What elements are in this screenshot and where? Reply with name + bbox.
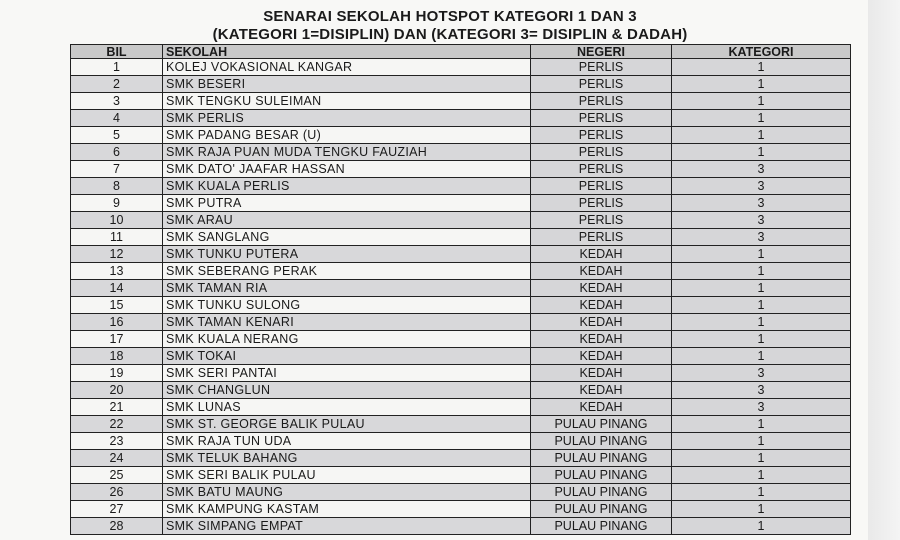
table-row (71, 314, 851, 331)
cell-bil: 22 (71, 416, 163, 433)
header-bil: BIL (71, 45, 163, 59)
cell-negeri: PERLIS (531, 127, 672, 144)
cell-negeri: PULAU PINANG (531, 467, 672, 484)
cell-negeri: KEDAH (531, 365, 672, 382)
cell-sekolah: SMK TAMAN RIA (163, 280, 531, 297)
table-body (71, 59, 851, 535)
cell-kategori: 1 (672, 110, 851, 127)
table-row (71, 229, 851, 246)
table-row (71, 59, 851, 76)
cell-negeri: KEDAH (531, 382, 672, 399)
cell-bil: 6 (71, 144, 163, 161)
cell-negeri: PULAU PINANG (531, 433, 672, 450)
table-row (71, 246, 851, 263)
cell-kategori: 1 (672, 76, 851, 93)
cell-sekolah: SMK SERI PANTAI (163, 365, 531, 382)
cell-sekolah: SMK ARAU (163, 212, 531, 229)
cell-sekolah: SMK SANGLANG (163, 229, 531, 246)
cell-bil: 24 (71, 450, 163, 467)
cell-negeri: PULAU PINANG (531, 450, 672, 467)
table-row (71, 399, 851, 416)
cell-negeri: KEDAH (531, 399, 672, 416)
cell-negeri: PULAU PINANG (531, 484, 672, 501)
cell-kategori: 1 (672, 314, 851, 331)
table-row (71, 518, 851, 535)
cell-kategori: 3 (672, 365, 851, 382)
cell-sekolah: SMK RAJA TUN UDA (163, 433, 531, 450)
cell-negeri: KEDAH (531, 246, 672, 263)
cell-negeri: KEDAH (531, 280, 672, 297)
cell-sekolah: SMK SERI BALIK PULAU (163, 467, 531, 484)
table-row (71, 501, 851, 518)
cell-sekolah: KOLEJ VOKASIONAL KANGAR (163, 59, 531, 76)
document-title: SENARAI SEKOLAH HOTSPOT KATEGORI 1 DAN 3 (263, 8, 637, 25)
table-row (71, 280, 851, 297)
cell-kategori: 3 (672, 212, 851, 229)
cell-negeri: PERLIS (531, 178, 672, 195)
cell-kategori: 1 (672, 450, 851, 467)
table-row (71, 212, 851, 229)
cell-bil: 17 (71, 331, 163, 348)
cell-bil: 9 (71, 195, 163, 212)
cell-kategori: 3 (672, 195, 851, 212)
cell-bil: 1 (71, 59, 163, 76)
table-row (71, 382, 851, 399)
header-negeri: NEGERI (531, 45, 672, 59)
cell-kategori: 1 (672, 433, 851, 450)
cell-kategori: 1 (672, 280, 851, 297)
cell-sekolah: SMK TUNKU PUTERA (163, 246, 531, 263)
cell-negeri: PERLIS (531, 195, 672, 212)
cell-negeri: PERLIS (531, 229, 672, 246)
table-row (71, 348, 851, 365)
cell-kategori: 3 (672, 229, 851, 246)
cell-kategori: 3 (672, 399, 851, 416)
cell-bil: 25 (71, 467, 163, 484)
table-row (71, 297, 851, 314)
cell-bil: 21 (71, 399, 163, 416)
cell-bil: 2 (71, 76, 163, 93)
cell-bil: 11 (71, 229, 163, 246)
cell-sekolah: SMK TENGKU SULEIMAN (163, 93, 531, 110)
table-row (71, 331, 851, 348)
cell-kategori: 3 (672, 161, 851, 178)
cell-sekolah: SMK PADANG BESAR (U) (163, 127, 531, 144)
cell-bil: 3 (71, 93, 163, 110)
cell-sekolah: SMK CHANGLUN (163, 382, 531, 399)
cell-kategori: 1 (672, 263, 851, 280)
cell-sekolah: SMK TOKAI (163, 348, 531, 365)
cell-negeri: PULAU PINANG (531, 518, 672, 535)
cell-sekolah: SMK RAJA PUAN MUDA TENGKU FAUZIAH (163, 144, 531, 161)
cell-sekolah: SMK ST. GEORGE BALIK PULAU (163, 416, 531, 433)
cell-kategori: 1 (672, 144, 851, 161)
cell-sekolah: SMK PUTRA (163, 195, 531, 212)
table-row (71, 127, 851, 144)
table-row (71, 178, 851, 195)
cell-negeri: PERLIS (531, 212, 672, 229)
cell-bil: 20 (71, 382, 163, 399)
cell-sekolah: SMK KUALA PERLIS (163, 178, 531, 195)
cell-bil: 27 (71, 501, 163, 518)
cell-negeri: KEDAH (531, 297, 672, 314)
cell-kategori: 1 (672, 484, 851, 501)
cell-negeri: PERLIS (531, 93, 672, 110)
cell-kategori: 1 (672, 416, 851, 433)
cell-kategori: 1 (672, 59, 851, 76)
cell-bil: 10 (71, 212, 163, 229)
school-table (70, 44, 851, 535)
table-header-row (71, 45, 851, 59)
cell-kategori: 1 (672, 297, 851, 314)
cell-bil: 16 (71, 314, 163, 331)
cell-sekolah: SMK SIMPANG EMPAT (163, 518, 531, 535)
cell-bil: 7 (71, 161, 163, 178)
cell-kategori: 1 (672, 331, 851, 348)
cell-bil: 14 (71, 280, 163, 297)
table-row (71, 484, 851, 501)
cell-negeri: PULAU PINANG (531, 501, 672, 518)
cell-bil: 18 (71, 348, 163, 365)
cell-negeri: PERLIS (531, 110, 672, 127)
cell-negeri: KEDAH (531, 263, 672, 280)
cell-sekolah: SMK KUALA NERANG (163, 331, 531, 348)
table-row (71, 93, 851, 110)
cell-sekolah: SMK PERLIS (163, 110, 531, 127)
table-row (71, 144, 851, 161)
cell-bil: 5 (71, 127, 163, 144)
cell-kategori: 1 (672, 127, 851, 144)
cell-sekolah: SMK TUNKU SULONG (163, 297, 531, 314)
cell-bil: 28 (71, 518, 163, 535)
cell-negeri: KEDAH (531, 348, 672, 365)
cell-kategori: 1 (672, 518, 851, 535)
table-row (71, 110, 851, 127)
cell-bil: 8 (71, 178, 163, 195)
cell-negeri: KEDAH (531, 331, 672, 348)
table-row (71, 433, 851, 450)
cell-bil: 26 (71, 484, 163, 501)
table-row (71, 263, 851, 280)
table-row (71, 467, 851, 484)
header-kategori: KATEGORI (672, 45, 851, 59)
cell-negeri: PULAU PINANG (531, 416, 672, 433)
cell-bil: 13 (71, 263, 163, 280)
cell-sekolah: SMK LUNAS (163, 399, 531, 416)
document-subtitle: (KATEGORI 1=DISIPLIN) DAN (KATEGORI 3= DISIPLIN & DADAH) (212, 26, 688, 43)
cell-sekolah: SMK BESERI (163, 76, 531, 93)
cell-kategori: 3 (672, 382, 851, 399)
cell-kategori: 1 (672, 348, 851, 365)
cell-sekolah: SMK TELUK BAHANG (163, 450, 531, 467)
cell-kategori: 1 (672, 501, 851, 518)
header-sekolah: SEKOLAH (163, 45, 531, 59)
table-row (71, 450, 851, 467)
cell-bil: 12 (71, 246, 163, 263)
cell-kategori: 3 (672, 178, 851, 195)
cell-kategori: 1 (672, 246, 851, 263)
cell-bil: 4 (71, 110, 163, 127)
table-row (71, 161, 851, 178)
cell-bil: 19 (71, 365, 163, 382)
cell-sekolah: SMK TAMAN KENARI (163, 314, 531, 331)
table-row (71, 76, 851, 93)
cell-sekolah: SMK DATO' JAAFAR HASSAN (163, 161, 531, 178)
table-row (71, 195, 851, 212)
cell-negeri: PERLIS (531, 161, 672, 178)
cell-bil: 23 (71, 433, 163, 450)
cell-negeri: PERLIS (531, 76, 672, 93)
cell-negeri: PERLIS (531, 144, 672, 161)
cell-negeri: PERLIS (531, 59, 672, 76)
table-row (71, 365, 851, 382)
cell-kategori: 1 (672, 467, 851, 484)
table-row (71, 416, 851, 433)
cell-sekolah: SMK BATU MAUNG (163, 484, 531, 501)
cell-kategori: 1 (672, 93, 851, 110)
cell-sekolah: SMK SEBERANG PERAK (163, 263, 531, 280)
cell-bil: 15 (71, 297, 163, 314)
cell-sekolah: SMK KAMPUNG KASTAM (163, 501, 531, 518)
page-edge (868, 0, 900, 540)
cell-negeri: KEDAH (531, 314, 672, 331)
